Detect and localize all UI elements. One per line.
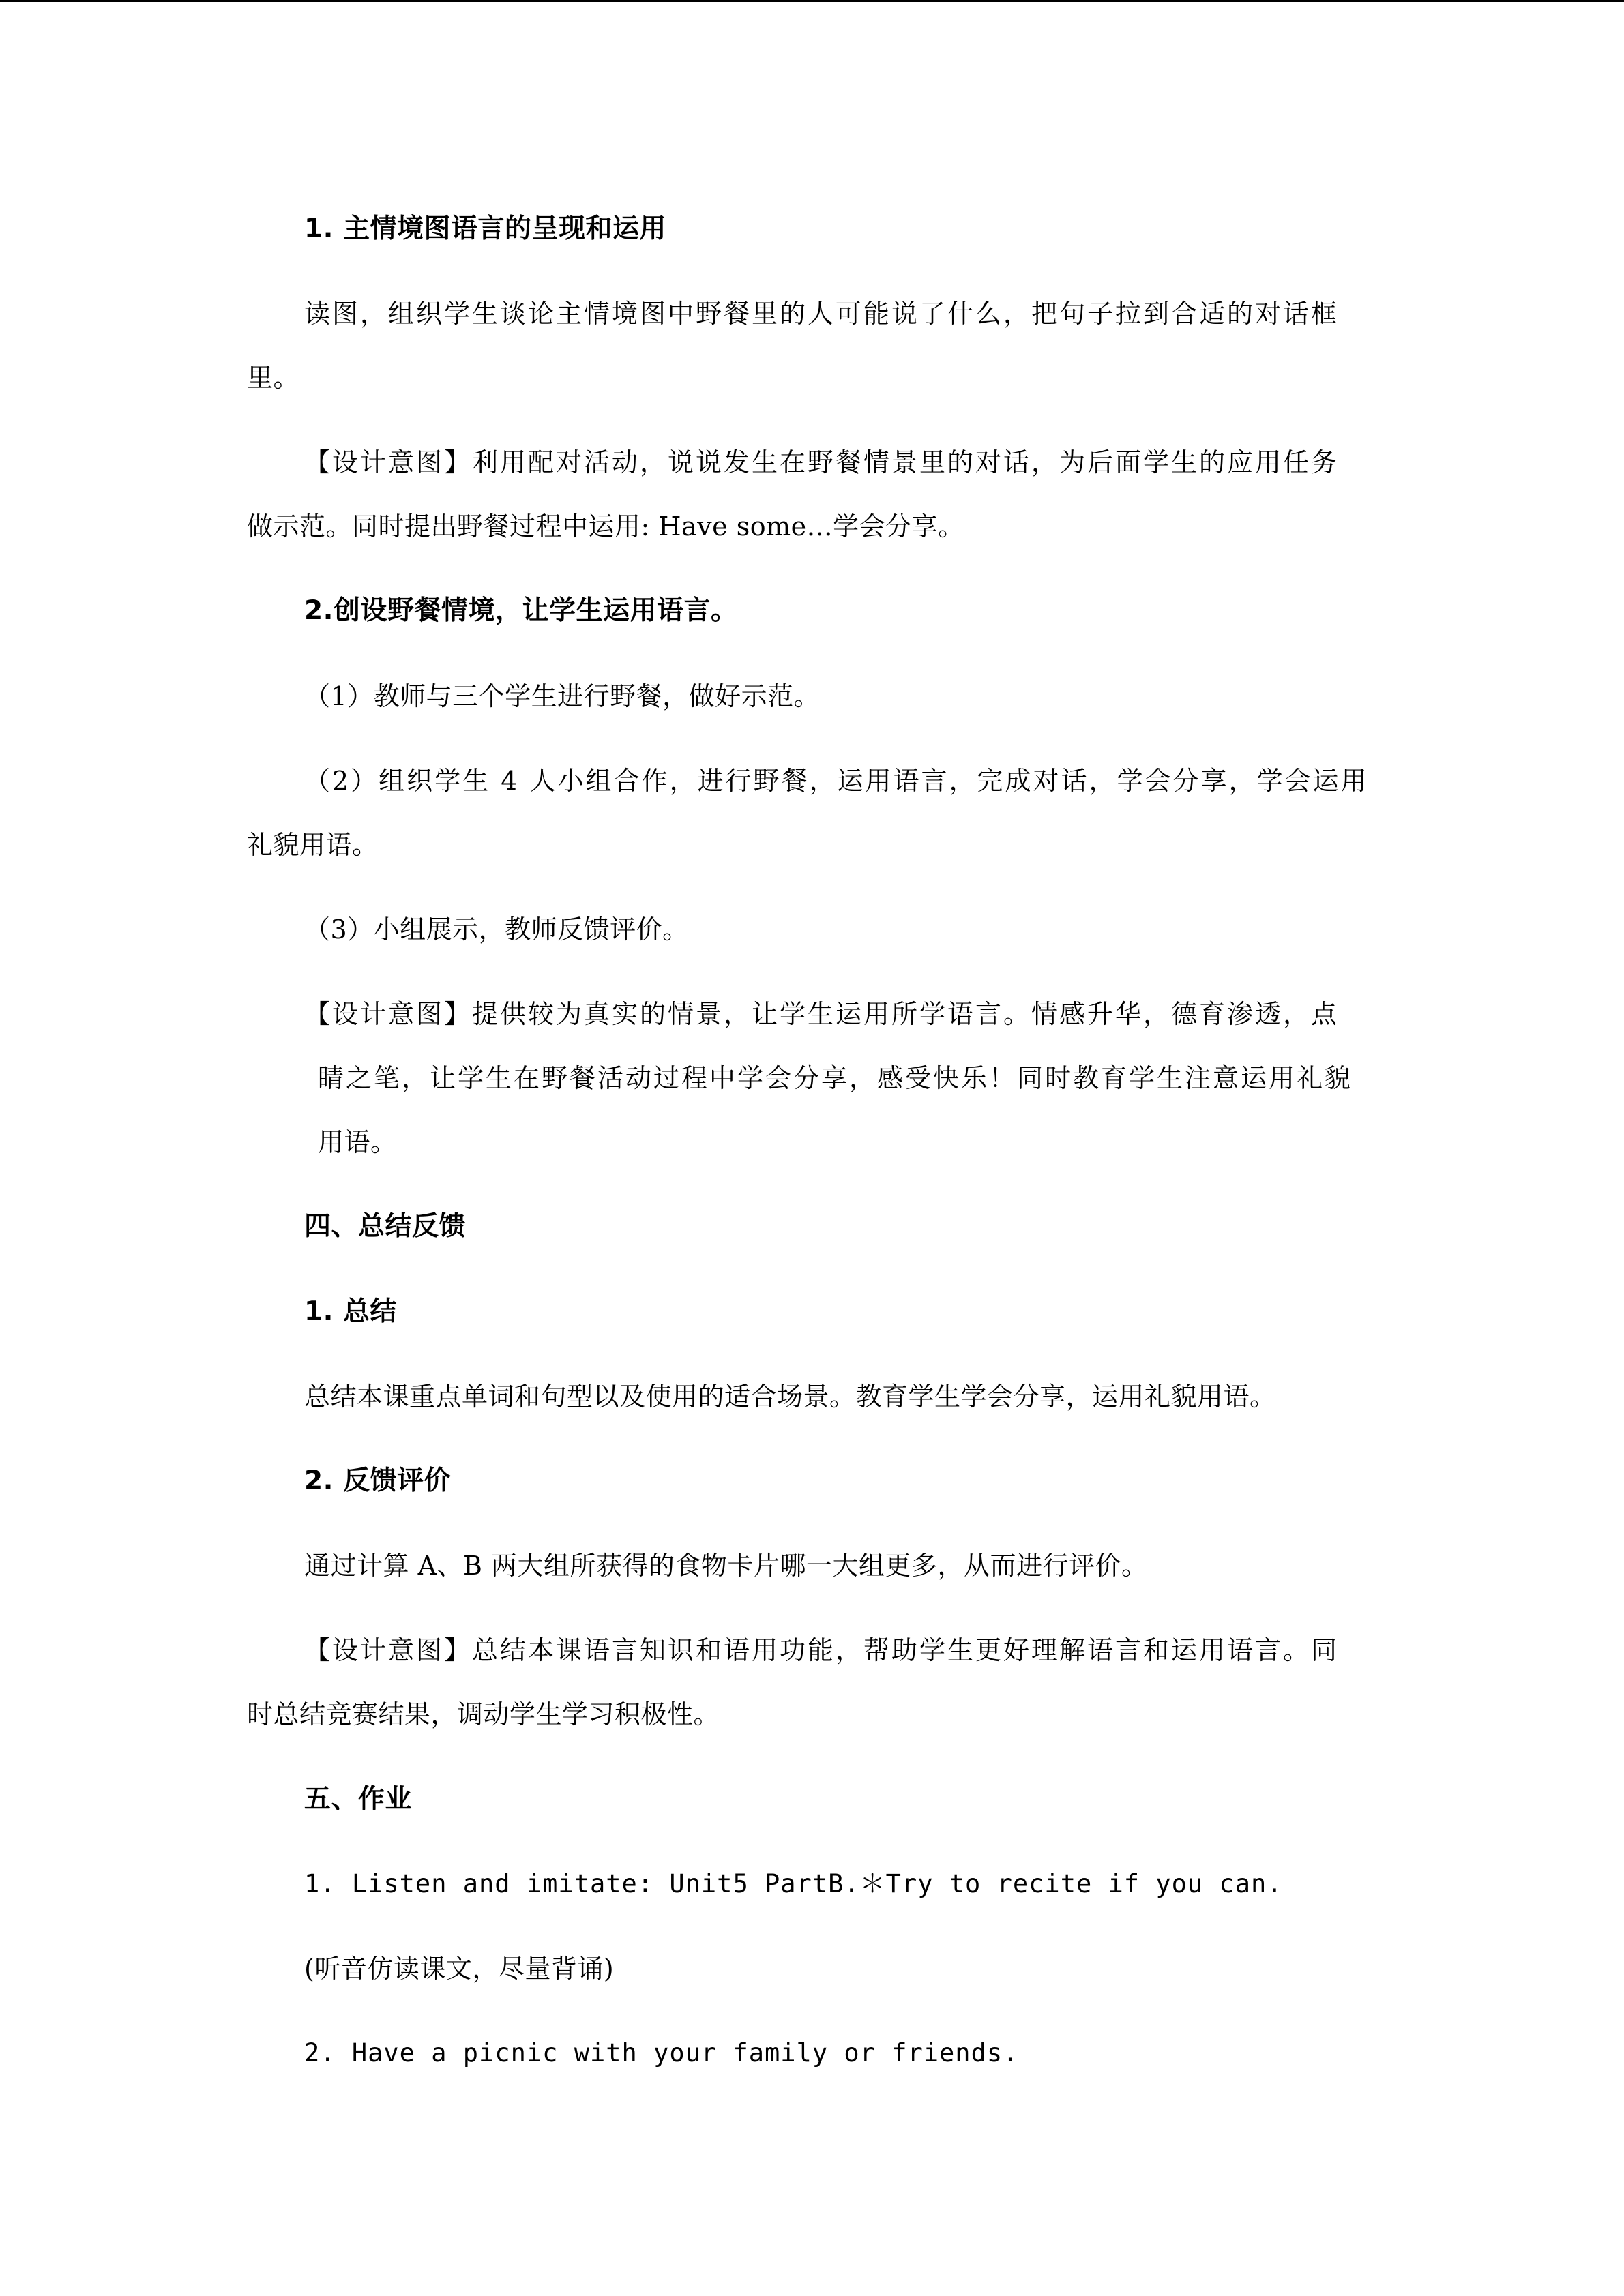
section-heading-4: 四、总结反馈	[304, 1211, 467, 1242]
subsection-heading: 1. 总结	[304, 1296, 398, 1327]
paragraph-line: 总结本课重点单词和句型以及使用的适合场景。教育学生学会分享，运用礼貌用语。	[304, 1382, 1276, 1412]
homework-item: 2. Have a picnic with your family or friends.	[304, 2038, 1019, 2068]
list-item: （1）教师与三个学生进行野餐，做好示范。	[304, 681, 821, 711]
section-heading-5: 五、作业	[304, 1784, 413, 1815]
design-intent-line: 时总结竞赛结果，调动学生学习积极性。	[247, 1699, 720, 1729]
homework-item: 1. Listen and imitate: Unit5 PartB.＊Try to recite if you can.	[304, 1869, 1283, 1898]
design-intent-line: 【设计意图】总结本课语言知识和语用功能，帮助学生更好理解语言和运用语言。同	[304, 1635, 1340, 1665]
paragraph-line: 读图，组织学生谈论主情境图中野餐里的人可能说了什么，把句子拉到合适的对话框	[304, 299, 1340, 329]
list-item: （2）组织学生 4 人小组合作，进行野餐，运用语言，完成对话，学会分享，学会运用	[304, 766, 1369, 796]
list-item: （3）小组展示，教师反馈评价。	[304, 914, 689, 944]
paragraph-line: 通过计算 A、B 两大组所获得的食物卡片哪一大组更多，从而进行评价。	[304, 1551, 1148, 1581]
list-item-continuation: 礼貌用语。	[247, 830, 379, 860]
homework-note: (听音仿读课文，尽量背诵)	[304, 1954, 615, 1984]
section-heading-1: 1. 主情境图语言的呈现和运用	[304, 213, 667, 244]
subsection-heading: 2. 反馈评价	[304, 1465, 452, 1496]
design-intent-line: 用语。	[318, 1127, 397, 1157]
design-intent-line: 【设计意图】提供较为真实的情景，让学生运用所学语言。情感升华，德育渗透，点	[304, 999, 1340, 1029]
design-intent-line: 【设计意图】利用配对活动，说说发生在野餐情景里的对话，为后面学生的应用任务	[304, 447, 1340, 477]
design-intent-line: 睛之笔，让学生在野餐活动过程中学会分享，感受快乐！同时教育学生注意运用礼貌	[318, 1063, 1353, 1093]
paragraph-line: 里。	[247, 363, 300, 393]
section-heading-2: 2.创设野餐情境，让学生运用语言。	[304, 595, 738, 626]
design-intent-line: 做示范。同时提出野餐过程中运用: Have some…学会分享。	[247, 511, 964, 541]
